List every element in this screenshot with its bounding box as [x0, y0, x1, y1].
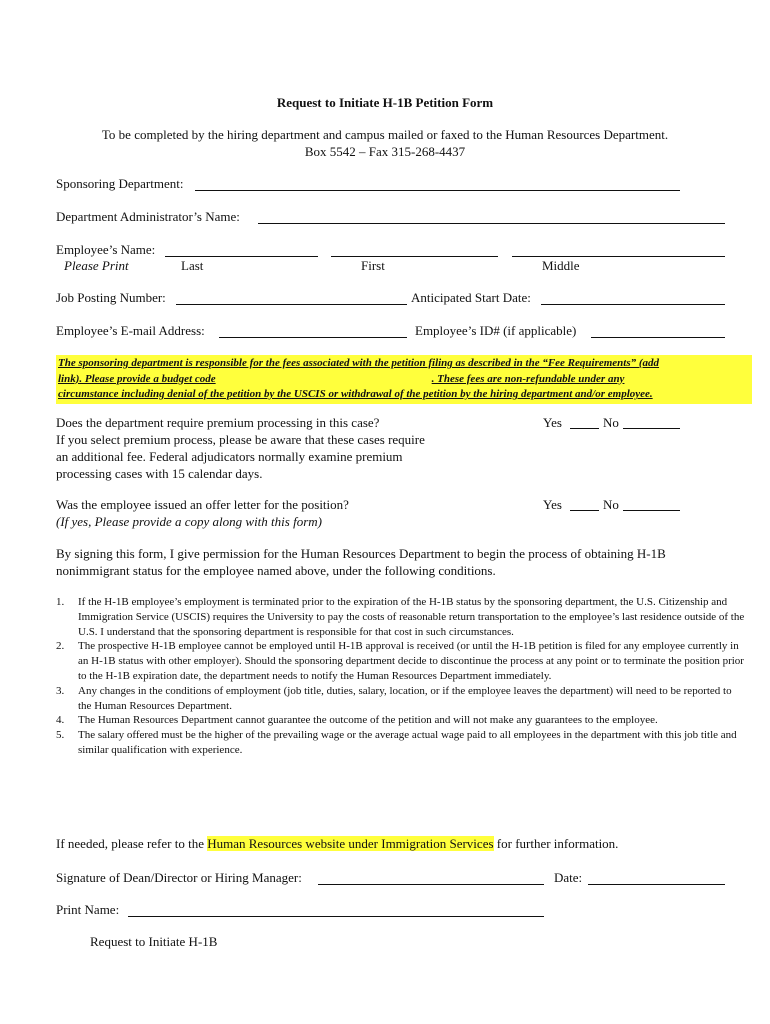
sponsoring-department-label: Sponsoring Department: — [56, 176, 184, 191]
condition-text: The salary offered must be the higher of the prevailing wage or the average actual wage paid to all employees in the department with this job title and similar qualification with experience. — [78, 729, 737, 756]
offer-letter-note: (If yes, Please provide a copy along with this form) — [56, 514, 322, 529]
please-print-note: Please Print — [64, 258, 129, 273]
first-name-field[interactable] — [331, 256, 498, 257]
permission-line-1: By signing this form, I give permission for the Human Resources Department to begin the process of obtaining H-1B — [56, 546, 666, 561]
fee-notice-line2b: . These fees are non-refundable under any — [431, 372, 625, 385]
last-label: Last — [181, 258, 204, 273]
middle-label: Middle — [542, 258, 580, 273]
conditions-list — [56, 595, 746, 758]
offer-no-field[interactable] — [623, 510, 680, 511]
condition-text: If the H-1B employee’s employment is terminated prior to the expiration of the H-1B status by the sponsoring department, the U.S. Citizenship and Immigration Service (USCIS) requires the University to pay the costs of reasonable return transportation to the employee’s last residence outside of the U.S. I understand that the sponsoring department is responsible for that cost in such circumstances. — [78, 596, 745, 638]
signature-label: Signature of Dean/Director or Hiring Manager: — [56, 870, 302, 885]
last-name-field[interactable] — [165, 256, 318, 257]
refer-line — [56, 836, 618, 852]
job-posting-field[interactable] — [176, 304, 407, 305]
condition-text: The prospective H-1B employee cannot be employed until H-1B approval is received (or until the H-1B petition is filed for any employee currently in an H-1B status with other employer). Should the sponsoring department decide to discontinue the process at any point or to terminate the position prior to the H-1B expiration date, the department needs to notify the Human Resources Department immediately. — [78, 640, 744, 682]
employee-id-field[interactable] — [591, 337, 725, 338]
condition-item — [56, 728, 746, 758]
fee-notice-line1: The sponsoring department is responsible for the fees associated with the petition filing as described in the “Fee Requirements” (add — [58, 357, 660, 369]
premium-yes-label: Yes — [543, 415, 562, 430]
premium-no-field[interactable] — [623, 428, 680, 429]
document-footer: Request to Initiate H-1B — [90, 934, 218, 949]
email-field[interactable] — [219, 337, 407, 338]
fee-notice-line2 — [58, 372, 750, 388]
condition-item — [56, 684, 746, 714]
condition-number: 3. — [56, 684, 65, 697]
condition-text: The Human Resources Department cannot guarantee the outcome of the petition and will not make any guarantees to the employee. — [78, 714, 658, 727]
fee-notice-line2a: link). Please provide a budget code — [58, 372, 216, 385]
start-date-field[interactable] — [541, 304, 725, 305]
fee-notice-line3: circumstance including denial of the petition by the USCIS or withdrawal of the petition by the hiring department and/or employee. — [58, 388, 653, 400]
condition-item — [56, 639, 746, 683]
premium-note-2: an additional fee. Federal adjudicators normally examine premium — [56, 449, 403, 464]
offer-yes-label: Yes — [543, 497, 562, 512]
condition-item — [56, 713, 746, 728]
permission-line-2: nonimmigrant status for the employee named above, under the following conditions. — [56, 563, 496, 578]
middle-name-field[interactable] — [512, 256, 725, 257]
premium-note-3: processing cases with 15 calendar days. — [56, 466, 263, 481]
employee-name-label: Employee’s Name: — [56, 242, 156, 257]
offer-yes-field[interactable] — [570, 510, 599, 511]
signature-field[interactable] — [318, 884, 544, 885]
hr-website-link[interactable]: Human Resources website under Immigration Services — [207, 836, 494, 851]
print-name-field[interactable] — [128, 916, 544, 917]
condition-number: 2. — [56, 640, 65, 653]
condition-text: Any changes in the conditions of employment (job title, duties, salary, location, or if the employee leaves the department) will need to be reported to the Human Resources Department. — [78, 684, 732, 712]
condition-item — [56, 595, 746, 639]
dept-admin-field[interactable] — [258, 223, 725, 224]
offer-no-label: No — [603, 497, 619, 512]
start-date-label: Anticipated Start Date: — [411, 290, 531, 305]
condition-number: 1. — [56, 596, 65, 608]
premium-yes-field[interactable] — [570, 428, 599, 429]
print-name-label: Print Name: — [56, 902, 120, 917]
sponsoring-department-field[interactable] — [195, 190, 680, 191]
employee-id-label: Employee’s ID# (if applicable) — [415, 323, 577, 338]
email-label: Employee’s E-mail Address: — [56, 323, 205, 338]
intro-fax: Box 5542 – Fax 315-268-4437 — [304, 144, 466, 159]
form-title: Request to Initiate H-1B Petition Form — [276, 95, 494, 110]
premium-no-label: No — [603, 415, 619, 430]
condition-number: 4. — [56, 714, 65, 727]
intro-text: To be completed by the hiring department and campus mailed or faxed to the Human Resources Department. — [101, 127, 669, 142]
offer-letter-question: Was the employee issued an offer letter for the position? — [56, 497, 349, 512]
job-posting-label: Job Posting Number: — [56, 290, 166, 305]
date-field[interactable] — [588, 884, 725, 885]
refer-after: for further information. — [493, 836, 619, 851]
condition-number: 5. — [56, 729, 65, 742]
premium-note-1: If you select premium process, please be aware that these cases require — [56, 432, 425, 447]
fee-notice — [56, 355, 752, 404]
first-label: First — [361, 258, 385, 273]
dept-admin-label: Department Administrator’s Name: — [56, 209, 240, 224]
refer-before: If needed, please refer to the — [56, 836, 208, 851]
date-label: Date: — [554, 870, 583, 885]
premium-question: Does the department require premium processing in this case? — [56, 415, 380, 430]
